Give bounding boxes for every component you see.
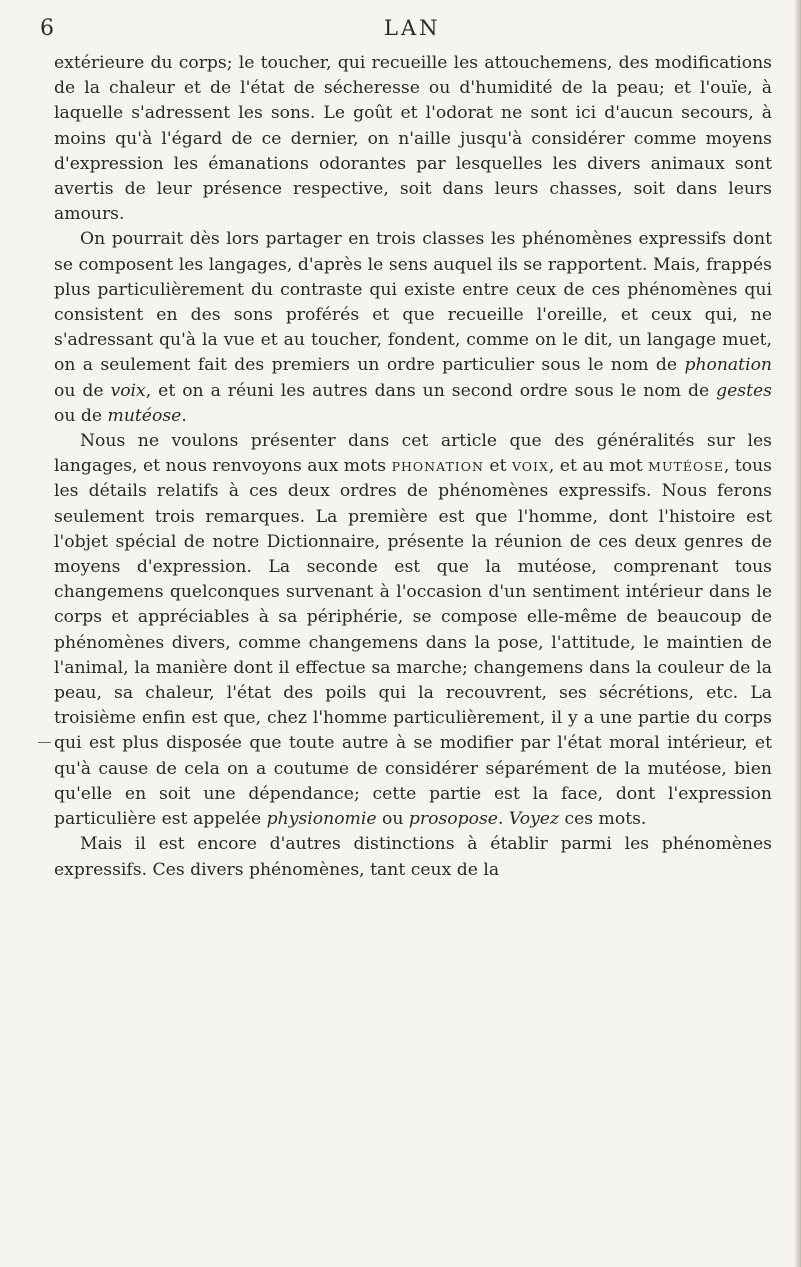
- paragraph-2-text-before: On pourrait dès lors partager en trois classes les phénomènes expressifs dont se composent les langages, d'après le sens auquel ils se rapportent. Mais, frappés plus particulièrement du contraste qui existe entre ceux de ces phénomènes qui consistent en des sons proférés et que recueille l'oreille, et ceux qui, ne s'adressant qu'à la vue et au toucher, fondent, comme on le dit, un langage muet, on a seulement fait des premiers un ordre particulier sous le nom de: [54, 229, 772, 376]
- article-body: [54, 51, 772, 883]
- term-prosopose: prosopose: [408, 809, 498, 830]
- page-header: [0, 16, 801, 46]
- paragraph-4-text: Mais il est encore d'autres distinctions à établir parmi les phénomènes expressifs. Ces divers phénomènes, tant ceux de la: [54, 834, 772, 880]
- paragraph-2-text-middle-2: , et on a réuni les autres dans un second ordre sous le nom de: [145, 380, 717, 401]
- paragraph-1: [54, 51, 772, 227]
- ref-voix: VOIX: [511, 459, 549, 475]
- paragraph-3-text-middle-5: .: [497, 809, 509, 830]
- ref-phonation: PHONATION: [391, 459, 484, 475]
- paragraph-3-text-middle-1: et: [483, 456, 512, 477]
- term-voix: voix: [110, 380, 146, 401]
- paragraph-3: [54, 429, 772, 832]
- paragraph-2: [54, 227, 772, 429]
- paragraph-3-text-middle-4: ou: [376, 809, 409, 830]
- term-physionomie: physionomie: [266, 809, 377, 830]
- ref-muteose: MUTÉOSE: [648, 459, 724, 475]
- paragraph-3-text-before: Nous ne voulons présenter dans cet article que des généralités sur les langages, et nous renvoyons aux mots: [54, 431, 772, 477]
- page-number: 6: [40, 16, 54, 41]
- paragraph-4: [54, 832, 772, 882]
- running-head: LAN: [384, 16, 441, 40]
- term-muteose: mutéose: [107, 405, 182, 426]
- paragraph-3-text-middle-3: , tous les détails relatifs à ces deux ordres de phénomènes expressifs. Nous ferons seulement trois remarques. La première est que l'homme, dont l'histoire est l'objet spécial de notre Dictionnaire, présente la réunion de ces deux genres de moyens d'expression. La seconde est que la mutéose, comprenant tous changemens quelconques survenant à l'occasion d'un sentiment intérieur dans le corps et appréciables à sa périphérie, se compose elle-même de beaucoup de phénomènes divers, comme changemens dans la pose, l'attitude, le maintien de l'animal, la manière dont il effectue sa marche; changemens dans la couleur de la peau, sa chaleur, l'état des poils qui la recouvrent, ses sécrétions, etc. La troisième enfin est que, chez l'homme particulièrement, il y a une partie du corps qui est plus disposée que toute autre à se modifier par l'état moral intérieur, et qu'à cause de cela on a coutume de considérer séparément de la mutéose, bien qu'elle en soit une dépendance; cette partie est la face, dont l'expression particulière est appelée: [54, 456, 772, 830]
- term-voyez: Voyez: [508, 809, 560, 830]
- paragraph-1-text: extérieure du corps; le toucher, qui recueille les attouchemens, des modifications de la chaleur et de l'état de sécheresse ou d'humidité de la peau; et l'ouïe, à laquelle s'adressent les sons. Le goût et l'odorat ne sont ici d'aucun secours, à moins qu'à l'égard de ce dernier, on n'aille jusqu'à considérer comme moyens d'expression les émanations odorantes par lesquelles les divers animaux sont avertis de leur présence respective, soit dans leurs chasses, soit dans leurs amours.: [54, 53, 772, 225]
- paragraph-3-text-after: ces mots.: [559, 809, 647, 830]
- paragraph-2-text-after: .: [181, 405, 187, 426]
- paragraph-3-text-middle-2: , et au mot: [548, 456, 649, 477]
- page-edge-shadow: [794, 0, 801, 1267]
- margin-dash-mark: [38, 742, 51, 743]
- paragraph-2-text-middle-3: ou de: [54, 405, 108, 426]
- term-phonation: phonation: [684, 355, 772, 376]
- paragraph-2-text-middle-1: ou de: [54, 380, 111, 401]
- term-gestes: gestes: [716, 380, 772, 401]
